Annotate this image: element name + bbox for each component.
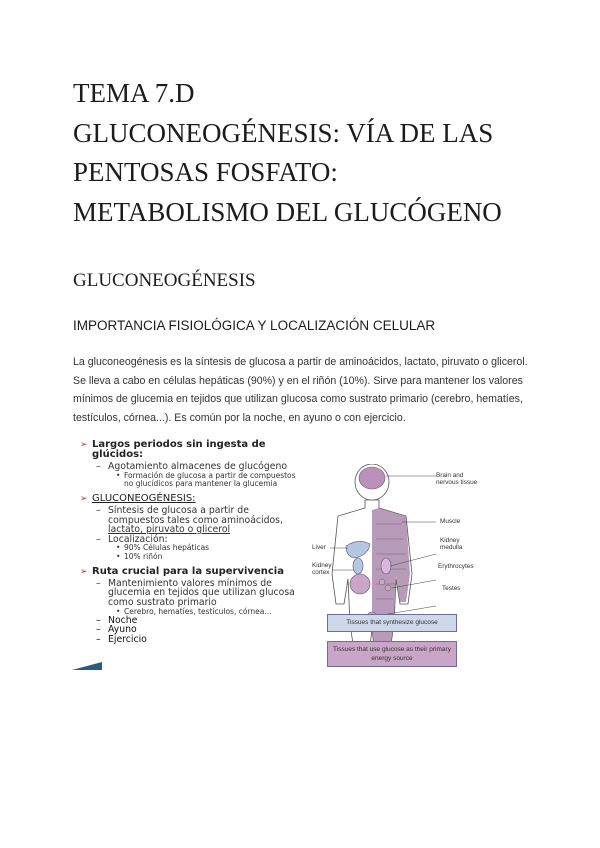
bullet-survival: ➢ Ruta crucial para la supervivencia — [80, 565, 284, 577]
document-title — [73, 74, 553, 232]
arrow-bullet-icon: ➢ — [80, 566, 88, 577]
slide-bullets — [80, 440, 305, 645]
embedded-slide — [72, 434, 482, 674]
title-line-3: PENTOSAS FOSFATO: — [73, 157, 338, 187]
bullet-location: – Localización: — [96, 533, 168, 545]
label-testes: Testes — [442, 585, 461, 592]
arrow-bullet-icon: ➢ — [80, 440, 88, 450]
bullet-glycogen-depletion: – Agotamiento almacenes de glucógeno — [96, 461, 288, 472]
bullet-exercise: – Ejercicio — [96, 633, 147, 645]
title-line-1: TEMA 7.D — [73, 78, 195, 108]
brain-shape — [359, 467, 385, 489]
kidney-left-shape — [353, 558, 363, 574]
bullet-tissues: • Cerebro, hematíes, testículos, córnea… — [116, 606, 272, 616]
bullet-glucose-formation: • Formación de glucosa a partir de compuestos no glucídicos para mantener la glucemia — [116, 470, 296, 488]
label-muscle: Muscle — [440, 518, 461, 525]
arrow-bullet-icon: ➢ — [80, 494, 88, 504]
erythrocyte-shape — [379, 579, 385, 585]
muscle-shape — [372, 508, 410, 662]
bullet-fasting: – Ayuno — [96, 624, 137, 636]
bullet-long-fasting: ➢ Largos periodos sin ingesta de glúcidos: — [80, 439, 266, 460]
section-title: GLUCONEOGÉNESIS — [73, 270, 256, 291]
label-kidney-cortex: Kidney cortex — [312, 562, 332, 576]
label-kidney-medulla: Kidney medulla — [440, 537, 463, 551]
erythrocyte-shape — [385, 585, 391, 591]
intestine-shape — [350, 574, 370, 594]
title-line-4: METABOLISMO DEL GLUCÓGENO — [73, 196, 502, 227]
legend-synthesize: Tissues that synthesize glucose — [327, 614, 457, 632]
kidney-right-shape — [381, 558, 391, 574]
bullet-glycemia: – Mantenimiento valores mínimos de glucemia en tejidos que utilizan glucosa como sustrato primario — [96, 577, 295, 608]
intro-paragraph: La gluconeogénesis es la síntesis de glucosa a partir de aminoácidos, lactato, piruvato o glicerol. Se lleva a cabo en células hepáticas (90%) y en el riñón (10%). Sirve para mantener los valores mínimos de glucemia en tejidos que utilizan glucosa como sustrato primario (cerebro, hematíes, testículos, córnea...). Es común por la noche, en ayuno o con ejercicio. — [73, 356, 528, 424]
subsection-title: IMPORTANCIA FISIOLÓGICA Y LOCALIZACIÓN CELULAR — [73, 318, 436, 333]
legend-use: Tissues that use glucose as their primary energy source — [327, 641, 457, 667]
bullet-gluconeogenesis: ➢ GLUCONEOGÉNESIS: — [80, 493, 196, 504]
bullet-night: – Noche — [96, 614, 138, 626]
label-liver: Liver — [312, 544, 326, 551]
bullet-kidney: • 10% riñón — [116, 551, 163, 561]
label-brain: Brain and nervous tissue — [436, 472, 478, 486]
bullet-synthesis: – Síntesis de glucosa a partir de compuestos tales como aminoácidos, lactato, piruvato o glicerol — [96, 505, 283, 536]
label-erythrocytes: Erythrocytes — [438, 563, 474, 570]
bullet-hepatic: • 90% Células hepáticas — [116, 543, 210, 553]
title-line-2: GLUCONEOGÉNESIS: VÍA DE LAS — [73, 117, 494, 148]
slide-corner-decoration — [72, 662, 102, 670]
